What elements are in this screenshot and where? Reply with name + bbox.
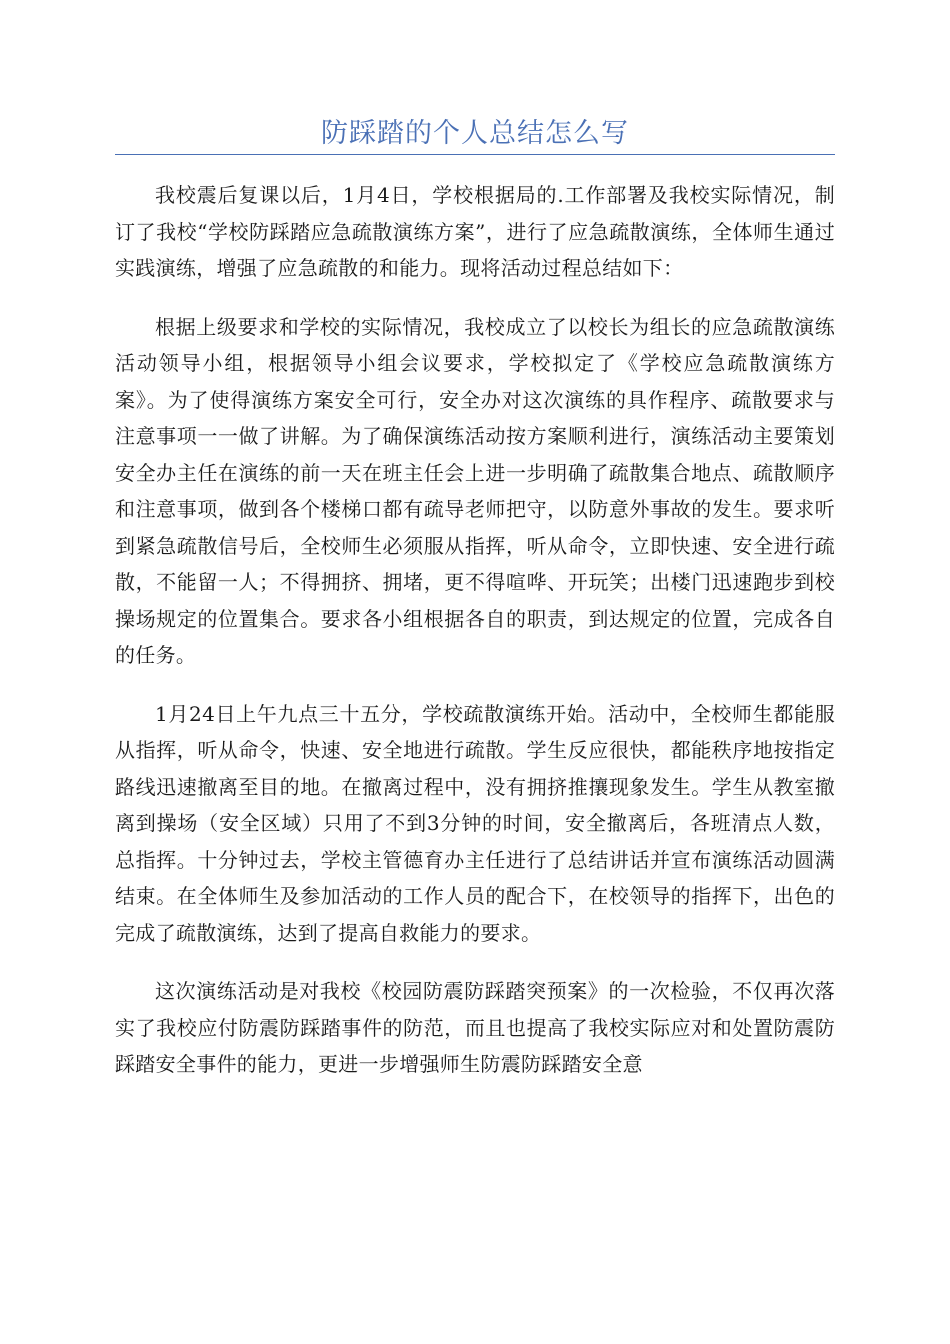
paragraph-3: 1月24日上午九点三十五分，学校疏散演练开始。活动中，全校师生都能服从指挥，听从命令，快速、安全地进行疏散。学生反应很快，都能秩序地按指定路线迅速撤离至目的地。在撤离过程中，没有拥挤推攘现象发生。学生从教室撤离到操场（安全区域）只用了不到3分钟的时间，安全撤离后，各班清点人数，总指挥。十分钟过去，学校主管德育办主任进行了总结讲话并宣布演练活动圆满结束。在全体师生及参加活动的工作人员的配合下，在校领导的指挥下，出色的完成了疏散演练，达到了提高自救能力的要求。 xyxy=(115,701,835,945)
paragraph-1: 我校震后复课以后，1月4日，学校根据局的.工作部署及我校实际情况，制订了我校“学校防踩踏应急疏散演练方案”，进行了应急疏散演练，全体师生通过实践演练，增强了应急疏散的和能力。现将活动过程总结如下： xyxy=(115,183,835,280)
page-title: 防踩踏的个人总结怎么写 xyxy=(321,118,629,149)
title-underline xyxy=(115,154,835,155)
document-body xyxy=(115,177,835,1105)
paragraph-4: 这次演练活动是对我校《校园防震防踩踏突预案》的一次检验，不仅再次落实了我校应付防震防踩踏事件的防范，而且也提高了我校实际应对和处置防震防踩踏安全事件的能力，更进一步增强师生防震防踩踏安全意 xyxy=(115,979,835,1076)
paragraph-2: 根据上级要求和学校的实际情况，我校成立了以校长为组长的应急疏散演练活动领导小组，根据领导小组会议要求，学校拟定了《学校应急疏散演练方案》。为了使得演练方案安全可行，安全办对这次演练的具作程序、疏散要求与注意事项一一做了讲解。为了确保演练活动按方案顺利进行，演练活动主要策划安全办主任在演练的前一天在班主任会上进一步明确了疏散集合地点、疏散顺序和注意事项，做到各个楼梯口都有疏导老师把守，以防意外事故的发生。要求听到紧急疏散信号后，全校师生必须服从指挥，听从命令，立即快速、安全进行疏散，不能留一人；不得拥挤、拥堵，更不得喧哗、开玩笑；出楼门迅速跑步到校操场规定的位置集合。要求各小组根据各自的职责，到达规定的位置，完成各自的任务。 xyxy=(115,314,835,667)
